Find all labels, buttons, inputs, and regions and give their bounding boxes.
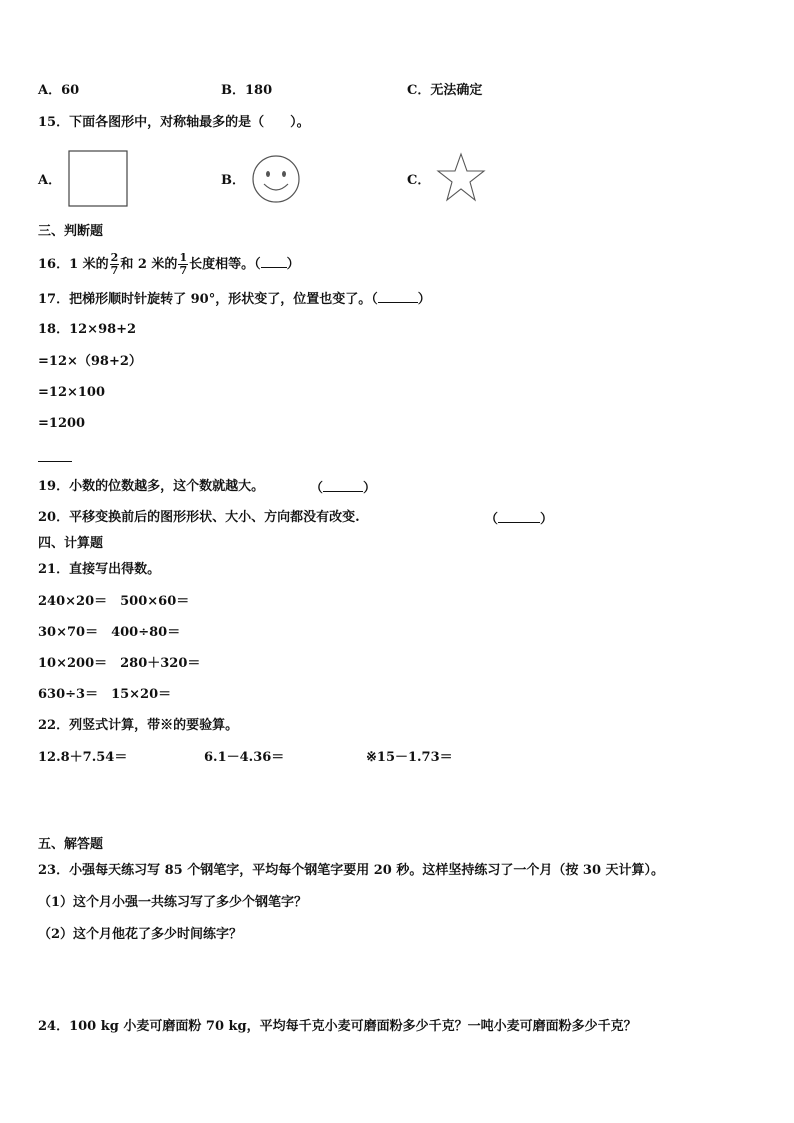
question-22-stem: 22．列竖式计算，带※的要验算。 bbox=[38, 718, 239, 733]
section-4-heading: 四、计算题 bbox=[38, 536, 104, 551]
question-18-line-1: 18．12×98+2 bbox=[38, 322, 137, 337]
question-16 bbox=[38, 250, 300, 280]
q17-text: 17．把梯形顺时针旋转了 90°，形状变了，位置也变了。（ bbox=[38, 292, 378, 307]
question-21-stem: 21．直接写出得数。 bbox=[38, 562, 161, 577]
q21-row-4: 630÷3＝ 15×20＝ bbox=[38, 687, 172, 702]
q16-text-middle: 和 2 米的 bbox=[120, 257, 178, 272]
question-23-part-1: （1）这个月小强一共练习写了多少个钢笔字？ bbox=[38, 895, 308, 910]
q17-close: ） bbox=[417, 292, 431, 307]
question-23-stem: 23．小强每天练习写 85 个钢笔字，平均每个钢笔字要用 20 秒。这样坚持练习了一个月（按 30 天计算）。 bbox=[38, 863, 665, 878]
question-17 bbox=[38, 290, 431, 308]
answer-blank-20[interactable] bbox=[498, 510, 540, 523]
question-24: 24．100 kg 小麦可磨面粉 70 kg，平均每千克小麦可磨面粉多少千克？一吨小麦可磨面粉多少千克？ bbox=[38, 1019, 637, 1034]
smiley-face-figure bbox=[250, 154, 302, 204]
answer-blank-17[interactable] bbox=[378, 290, 418, 303]
option-a-q14: A．60 bbox=[38, 83, 80, 98]
option-a-q15-label: A． bbox=[38, 173, 62, 188]
q21-row-1: 240×20＝ 500×60＝ bbox=[38, 594, 190, 609]
square-figure bbox=[66, 150, 130, 208]
option-b-q15-label: B． bbox=[221, 173, 245, 188]
question-20-answer: （ ） bbox=[485, 512, 554, 527]
answer-blank-16[interactable] bbox=[261, 255, 287, 268]
option-c-q14: C．无法确定 bbox=[407, 83, 483, 98]
q16-text-before: 16．1 米的 bbox=[38, 257, 109, 272]
question-19-text: 19．小数的位数越多，这个数就越大。 bbox=[38, 479, 265, 494]
question-18-line-2: =12×（98+2） bbox=[38, 354, 142, 369]
question-18-line-3: =12×100 bbox=[38, 385, 106, 400]
answer-blank-18[interactable] bbox=[38, 461, 72, 462]
section-5-heading: 五、解答题 bbox=[38, 837, 104, 852]
q22-problem-3: ※15－1.73＝ bbox=[366, 750, 453, 765]
answer-blank-19[interactable] bbox=[323, 479, 363, 492]
q22-problem-1: 12.8＋7.54＝ bbox=[38, 750, 128, 765]
q22-problem-2: 6.1－4.36＝ bbox=[204, 750, 285, 765]
question-18-line-4: =1200 bbox=[38, 416, 86, 431]
question-15-stem: 15．下面各图形中，对称轴最多的是（ ）。 bbox=[38, 115, 310, 130]
q21-row-3: 10×200＝ 280＋320＝ bbox=[38, 656, 201, 671]
q21-row-2: 30×70＝ 400÷80＝ bbox=[38, 625, 181, 640]
fraction-1-7: $\frac{1}{7}$ bbox=[179, 251, 188, 277]
star-figure bbox=[436, 152, 486, 204]
question-19-answer: （ ） bbox=[310, 481, 377, 496]
fraction-2-7: $\frac{2}{7}$ bbox=[110, 251, 119, 277]
section-3-heading: 三、判断题 bbox=[38, 224, 104, 239]
q16-text-after: 长度相等。（ bbox=[189, 257, 261, 272]
option-b-q14: B．180 bbox=[221, 83, 273, 98]
question-23-part-2: （2）这个月他花了多少时间练字？ bbox=[38, 927, 243, 942]
question-20-text: 20．平移变换前后的图形形状、大小、方向都没有改变. bbox=[38, 510, 360, 525]
q16-close: ） bbox=[286, 257, 300, 272]
option-c-q15-label: C． bbox=[407, 173, 431, 188]
